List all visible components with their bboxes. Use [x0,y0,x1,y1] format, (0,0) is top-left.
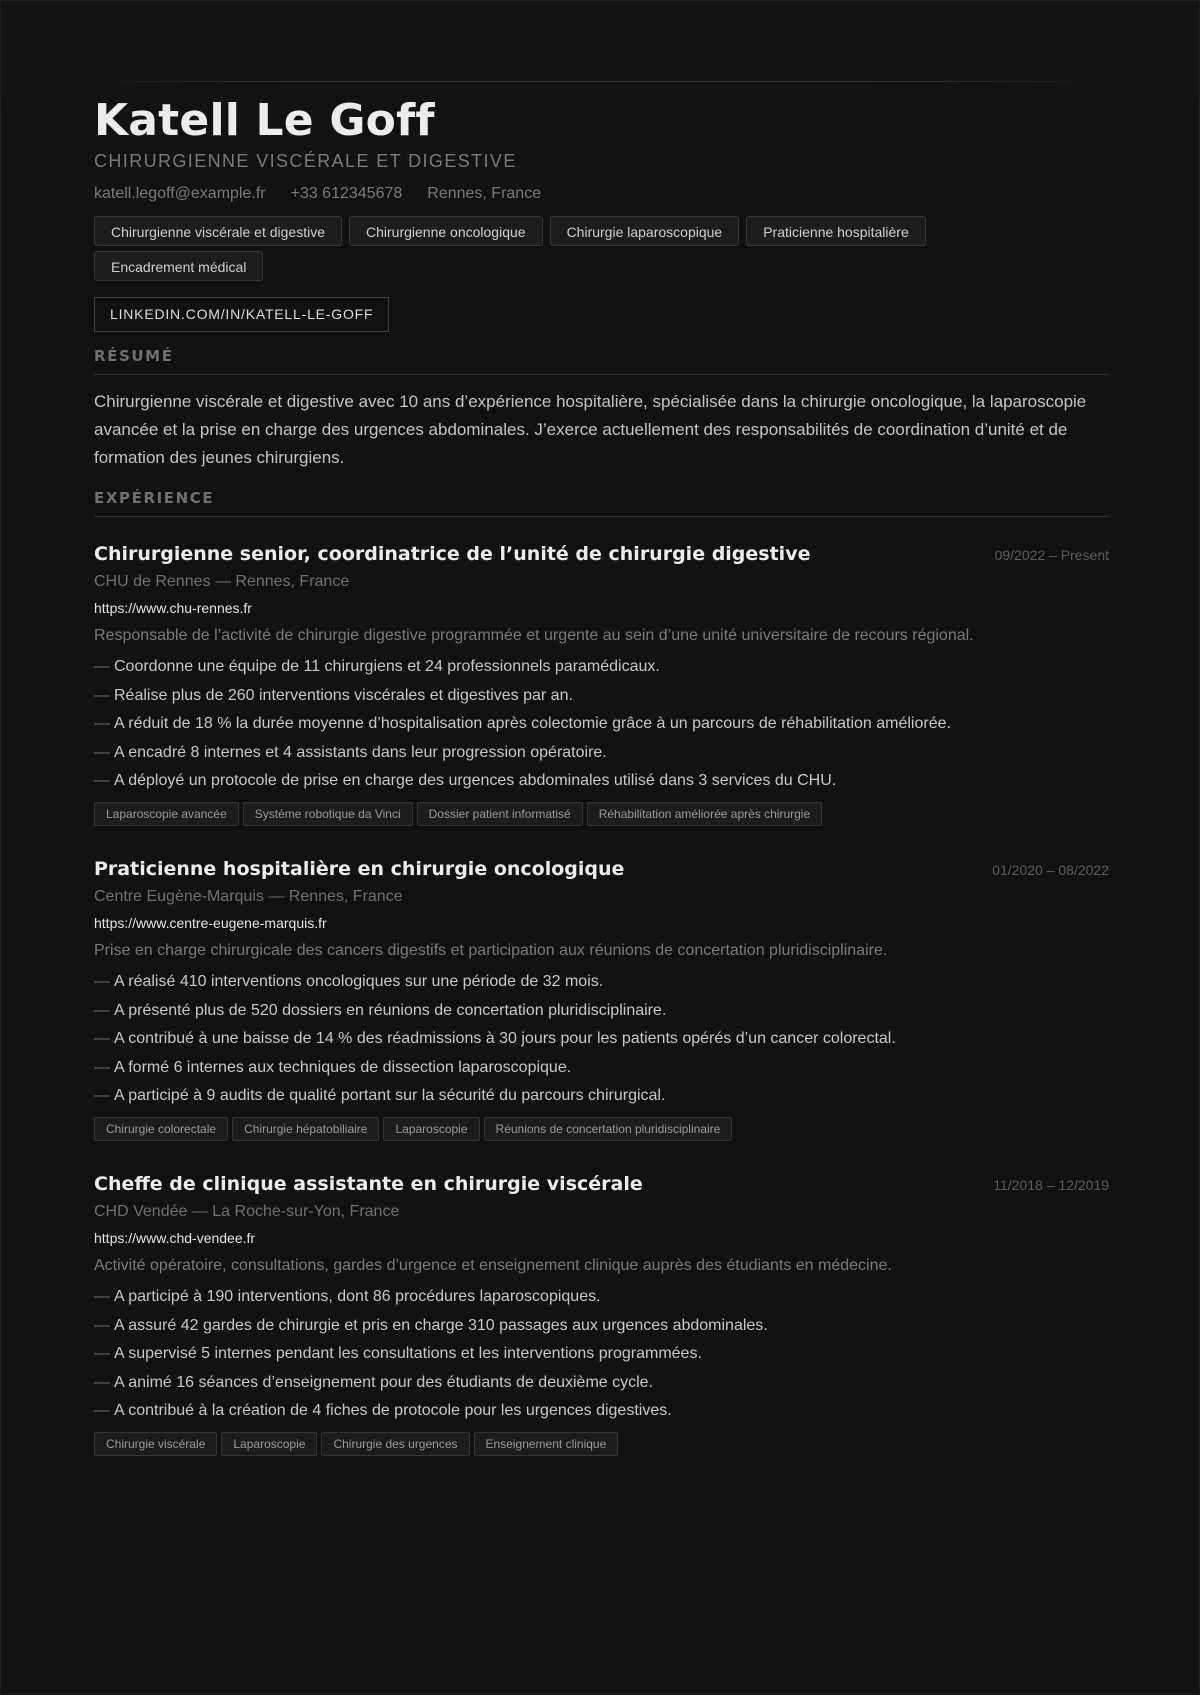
candidate-title: CHIRURGIENNE VISCÉRALE ET DIGESTIVE [94,151,517,171]
dash-icon: — [94,1058,110,1076]
achievement-item [94,1054,1109,1083]
skill-tag: Enseignement clinique [474,1432,619,1456]
achievement-item [94,968,1109,997]
dash-icon: — [94,743,110,761]
dash-icon: — [94,1001,110,1019]
achievement-text: A présenté plus de 520 dossiers en réunions de concertation pluridisciplinaire. [114,1001,667,1019]
profile-tags [94,216,994,281]
dash-icon: — [94,1345,110,1363]
achievement-text: A réalisé 410 interventions oncologiques sur une période de 32 mois. [114,972,604,990]
skill-tag: Dossier patient informatisé [417,802,583,826]
job-skills [94,1117,1109,1141]
location-text: Rennes, France [427,185,542,202]
job-organization: Centre Eugène-Marquis — Rennes, France [94,887,403,905]
skill-tag: Laparoscopie avancée [94,802,239,826]
skill-tag: Chirurgie hépatobiliaire [232,1117,379,1141]
candidate-name: Katell Le Goff [94,95,435,146]
job-description: Activité opératoire, consultations, gardes d’urgence et enseignement clinique auprès des étudiants en médecine. [94,1256,892,1274]
job-title: Praticienne hospitalière en chirurgie oncologique [94,857,625,880]
contact-line [94,183,1109,205]
dash-icon: — [94,658,110,675]
achievement-text: Coordonne une équipe de 11 chirurgiens et 24 professionnels paramédicaux. [114,658,660,675]
job-header [94,541,1109,567]
achievement-item [94,1397,1109,1426]
achievement-item [94,653,1109,682]
dash-icon: — [94,1402,110,1420]
email-link[interactable]: katell.legoff@example.fr [94,185,266,202]
job-organization: CHU de Rennes — Rennes, France [94,573,350,590]
achievement-item [94,710,1109,739]
job-entry [94,1171,1109,1456]
summary-section [94,346,1109,472]
achievement-item [94,1369,1109,1398]
summary-heading: RÉSUMÉ [94,346,1109,375]
job-header [94,1171,1109,1197]
skill-tag: Laparoscopie [383,1117,479,1141]
job-achievements [94,968,1109,1111]
job-description: Responsable de l’activité de chirurgie digestive programmée et urgente au sein d’une unité universitaire de recours régional. [94,627,974,644]
skill-tag: Chirurgie viscérale [94,1432,217,1456]
experience-section [94,488,1109,1456]
skill-tag: Réunions de concertation pluridisciplinaire [484,1117,733,1141]
achievement-item [94,767,1109,796]
skill-tag: Laparoscopie [221,1432,317,1456]
skill-tag: Réhabilitation améliorée après chirurgie [587,802,822,826]
dash-icon: — [94,972,110,990]
achievement-item [94,1283,1109,1312]
linkedin-link[interactable]: LINKEDIN.COM/IN/KATELL-LE-GOFF [94,297,389,332]
achievement-item [94,1082,1109,1111]
skill-tag: Chirurgie colorectale [94,1117,228,1141]
resume-header [94,93,1109,332]
achievement-text: A contribué à la création de 4 fiches de protocole pour les urgences digestives. [114,1402,672,1420]
summary-text: Chirurgienne viscérale et digestive avec 10 ans d’expérience hospitalière, spécialisée dans la chirurgie oncologique, la laparoscopie avancée et la prise en charge des urgences abdominales. J’exerce actuellement des responsabilités de coordination d’unité et de formation des jeunes chirurgiens. [94,392,1087,467]
job-entry [94,541,1109,826]
achievement-text: A formé 6 internes aux techniques de dissection laparoscopique. [114,1058,572,1076]
resume-content [94,93,1109,1456]
job-header [94,856,1109,882]
profile-tag: Chirurgienne viscérale et digestive [94,216,342,246]
job-achievements [94,653,1109,796]
dash-icon: — [94,1087,110,1105]
achievement-text: A encadré 8 internes et 4 assistants dans leur progression opératoire. [114,743,607,761]
job-description: Prise en charge chirurgicale des cancers digestifs et participation aux réunions de concertation pluridisciplinaire. [94,941,888,959]
achievement-text: A animé 16 séances d’enseignement pour des étudiants de deuxième cycle. [114,1373,654,1391]
job-skills [94,1432,1109,1456]
phone-number[interactable]: +33 612345678 [290,185,403,202]
job-organization: CHD Vendée — La Roche-sur-Yon, France [94,1202,400,1220]
experience-heading: EXPÉRIENCE [94,488,1109,517]
achievement-text: A contribué à une baisse de 14 % des réadmissions à 30 jours pour les patients opérés d’un cancer colorectal. [114,1030,896,1048]
profile-tag: Encadrement médical [94,251,263,281]
achievement-text: A réduit de 18 % la durée moyenne d’hospitalisation après colectomie grâce à un parcours de réhabilitation améliorée. [114,715,951,733]
dash-icon: — [94,1373,110,1391]
achievement-item [94,1312,1109,1341]
skill-tag: Système robotique da Vinci [243,802,413,826]
achievement-item [94,1340,1109,1369]
job-achievements [94,1283,1109,1426]
job-dates: 11/2018 – 12/2019 [993,1176,1109,1193]
dash-icon: — [94,1287,110,1305]
dash-icon: — [94,715,110,733]
skill-tag: Chirurgie des urgences [321,1432,469,1456]
achievement-text: A participé à 9 audits de qualité portant sur la sécurité du parcours chirurgical. [114,1087,666,1105]
top-divider [94,81,1109,82]
job-title: Chirurgienne senior, coordinatrice de l’unité de chirurgie digestive [94,543,811,565]
profile-tag: Chirurgienne oncologique [349,216,543,246]
achievement-item [94,1025,1109,1054]
job-url-link[interactable]: https://www.chd-vendee.fr [94,1229,256,1246]
job-url-link[interactable]: https://www.centre-eugene-marquis.fr [94,914,327,931]
job-dates: 09/2022 – Present [994,547,1109,563]
achievement-item [94,682,1109,711]
dash-icon: — [94,772,110,790]
dash-icon: — [94,686,110,704]
achievement-text: A participé à 190 interventions, dont 86 procédures laparoscopiques. [114,1287,601,1305]
dash-icon: — [94,1316,110,1334]
job-url-link[interactable]: https://www.chu-rennes.fr [94,600,252,616]
achievement-item [94,739,1109,768]
job-title: Cheffe de clinique assistante en chirurgie viscérale [94,1172,643,1195]
job-dates: 01/2020 – 08/2022 [992,861,1109,878]
profile-tag: Praticienne hospitalière [746,216,926,246]
job-entry [94,856,1109,1141]
dash-icon: — [94,1030,110,1048]
achievement-text: A déployé un protocole de prise en charge des urgences abdominales utilisé dans 3 services du CHU. [114,772,837,790]
achievement-item [94,997,1109,1026]
achievement-text: Réalise plus de 260 interventions viscérales et digestives par an. [114,686,573,704]
profile-tag: Chirurgie laparoscopique [550,216,740,246]
job-skills [94,802,1109,826]
achievement-text: A supervisé 5 internes pendant les consultations et les interventions programmées. [114,1345,702,1363]
achievement-text: A assuré 42 gardes de chirurgie et pris en charge 310 passages aux urgences abdominales. [114,1316,768,1334]
